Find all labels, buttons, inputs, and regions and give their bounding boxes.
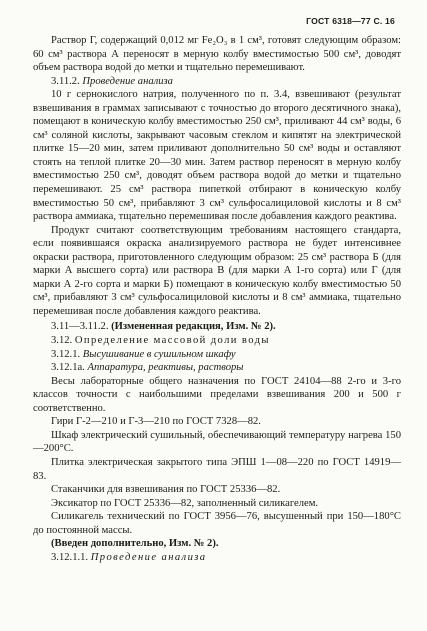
section-number: 3.12.1. bbox=[51, 348, 81, 360]
section-heading-3-12-1a bbox=[33, 361, 401, 375]
section-number: 3.12.1а. bbox=[51, 362, 85, 374]
section-number: 3.11.2. bbox=[51, 75, 80, 87]
paragraph-weighing-cups: Стаканчики для взвешивания по ГОСТ 25336—82. bbox=[51, 484, 281, 496]
paragraph-drying-oven: Шкаф электрический сушильный, обеспечивающий температуру нагрева 150—200°С. bbox=[33, 429, 401, 455]
paragraph-weights: Гири Г-2—210 и Г-3—210 по ГОСТ 7328—82. bbox=[51, 416, 261, 428]
paragraph-solution-g: Раствор Г, содержащий 0,012 мг Fe₂O₃ в 1 см³, готовят следующим образом: 60 см³ раствора А переносят в мерную колбу вместимостью 500 см³, доводят объем раствора водой до метки и тщательно перемешивают. bbox=[33, 35, 401, 74]
section-heading-3-12-1-1 bbox=[33, 551, 401, 565]
section-title: Аппаратура, реактивы, растворы bbox=[87, 362, 244, 374]
section-title: Высушивание в сушильном шкафу bbox=[82, 348, 236, 360]
paragraph-analysis-procedure: 10 г сернокислого натрия, полученного по п. 3.4, взвешивают (результат взвешивания в граммах записывают с точностью до второго десятичного знака), помещают в коническую колбу вместимостью 250 см³, приливают 44 см³ воды, 6 см³ соляной кислоты, закрывают часовым стеклом и кипятят на электрической плитке 15—20 мин, затем приливают дополнительно 50 см³ воды и оставляют стоять на теплой плитке 20—30 мин. Затем раствор переносят в мерную колбу вместимостью 250 см³, доводят объем раствора водой до метки и тщательно перемешивают. 25 см³ раствора пипеткой отбирают в коническую колбу вместимостью 50 см³, прибавляют 3 см³ сульфосалициловой кислоты и 8 см³ раствора аммиака, тщательно перемешивая после добавления каждого реактива. bbox=[33, 89, 401, 223]
amendment-text: (Измененная редакция, Изм. № 2). bbox=[111, 321, 276, 333]
section-title: Проведение анализа bbox=[90, 551, 207, 563]
section-number: 3.12.1.1. bbox=[51, 551, 89, 563]
paragraph-acceptance-criteria: Продукт считают соответствующим требованиям настоящего стандарта, если появившаяся окраска анализируемого раствора не будет интенсивнее окраски раствора, приготовленного следующим образом: 25 см³ раствора Б (для марки А высшего сорта) или раствора В (для марки А 1-го сорта) или Г (для марки А 2-го сорта и марки Б) помещают в коническую колбу вместимостью 50 см³, прибавляют 3 см³ сульфосалициловой кислоты и 8 см³ аммиака, тщательно перемешивая после добавления каждого реактива. bbox=[33, 224, 401, 317]
amendment-note-added: (Введен дополнительно, Изм. № 2). bbox=[51, 538, 219, 550]
section-title: Определение массовой доли воды bbox=[74, 335, 270, 347]
amendment-note-3-11 bbox=[33, 320, 401, 334]
section-number: 3.12. bbox=[51, 335, 73, 347]
page-header: ГОСТ 6318—77 С. 16 bbox=[306, 16, 395, 26]
section-title: Проведение анализа bbox=[82, 75, 173, 87]
paragraph-hotplate: Плитка электрическая закрытого типа ЭПШ 1—08—220 по ГОСТ 14919—83. bbox=[33, 456, 401, 482]
paragraph-silica-gel: Силикагель технический по ГОСТ 3956—76, высушенный при 150—180°С до постоянной массы. bbox=[33, 511, 401, 536]
paragraph-scales: Весы лабораторные общего назначения по ГОСТ 24104—88 2-го и 3-го классов точности с наибольшими пределами взвешивания 200 и 500 г соответственно. bbox=[33, 375, 401, 414]
document-body bbox=[33, 34, 401, 564]
section-heading-3-12-1 bbox=[33, 348, 401, 362]
section-number: 3.11—3.11.2. bbox=[51, 321, 109, 333]
paragraph-desiccator: Эксикатор по ГОСТ 25336—82, заполненный силикагелем. bbox=[51, 497, 319, 509]
section-heading-3-12 bbox=[33, 334, 401, 348]
section-heading-3-11-2 bbox=[33, 75, 401, 89]
